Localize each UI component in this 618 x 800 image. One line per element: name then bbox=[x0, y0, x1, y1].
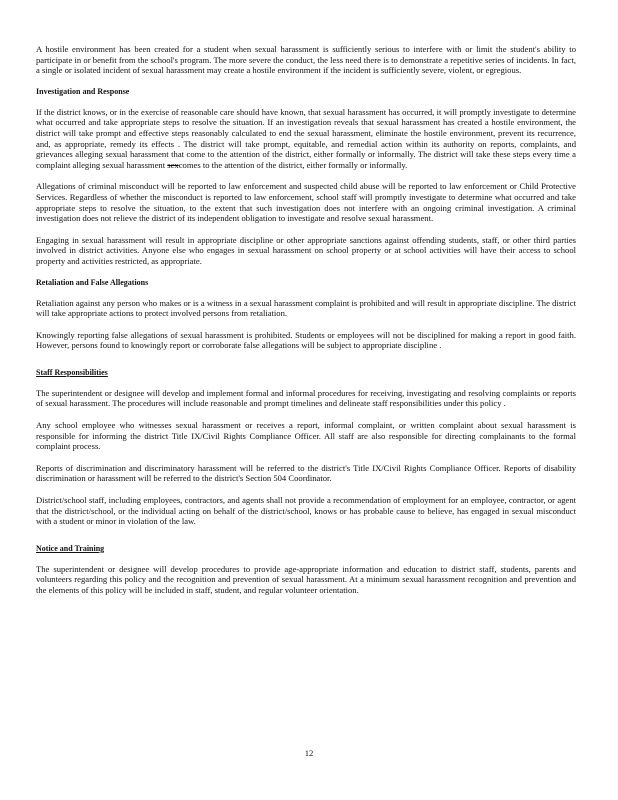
investigation-text: If the district knows, or in the exercise of reasonable care should have known, that sexual harassment has occurred, it will promptly investigate to determine what occurred and take appropriate steps to resolve the situation. If an investigation reveals that sexual harassment has created a hostile environment, the district will take prompt and effective steps reasonably calculated to end the sexual harassment, eliminate the hostile environment, prevent its recurrence, and, as appropriate, remedy its effects . The district will take prompt, equitable, and remedial action within its authority on reports, complaints, and grievances alleging sexual harassment that come to the attention of the district, either formally or informally. The district will take these steps every time a complaint alleging sexual harassment bbox=[36, 106, 576, 170]
heading-retaliation: Retaliation and False Allegations bbox=[36, 277, 149, 287]
page-number: 12 bbox=[304, 748, 314, 758]
staff-paragraph-3: Reports of discrimination and discriminatory harassment will be referred to the district's Title IX/Civil Rights Compliance Officer. Reports of disability discrimination or harassment will be referred to the district's Section 504 Coordinator. bbox=[36, 462, 576, 484]
staff-paragraph-4: District/school staff, including employees, contractors, and agents shall not provide a recommendation of employment for an employee, contractor, or agent that the district/school, or the individual acting on behalf of the district/school, knows or has probable cause to believe, has engaged in sexual misconduct with a student or minor in violation of the law. bbox=[36, 495, 576, 527]
document-page bbox=[36, 44, 576, 607]
staff-paragraph-1: The superintendent or designee will develop and implement formal and informal procedures for receiving, investigating and resolving complaints or reports of sexual harassment. The procedures will include reasonable and prompt timelines and delineate staff responsibilities under this policy . bbox=[36, 387, 576, 409]
retaliation-paragraph-1: Retaliation against any person who makes or is a witness in a sexual harassment complaint is prohibited and will result in appropriate discipline. The district will take appropriate actions to protect involved persons from retaliation. bbox=[36, 297, 576, 319]
investigation-text-end: comes to the attention of the district, either formally or informally. bbox=[178, 159, 408, 170]
struck-text: sex bbox=[167, 159, 179, 170]
hostile-environment-paragraph: A hostile environment has been created for a student when sexual harassment is sufficiently serious to interfere with or limit the student's ability to participate in or benefit from the school's program. The more severe the conduct, the less need there is to demonstrate a repetitive series of incidents. In fact, a single or isolated incident of sexual harassment may create a hostile environment if the incident is sufficiently severe, violent, or egregious. bbox=[36, 44, 576, 76]
retaliation-paragraph-2: Knowingly reporting false allegations of sexual harassment is prohibited. Students or employees will not be disciplined for making a report in good faith. However, persons found to knowingly report or corroborate false allegations will be subject to appropriate discipline . bbox=[36, 329, 576, 351]
investigation-paragraph-1 bbox=[36, 107, 576, 171]
heading-notice-training: Notice and Training bbox=[36, 543, 105, 553]
investigation-paragraph-2: Allegations of criminal misconduct will be reported to law enforcement and suspected child abuse will be reported to law enforcement or Child Protective Services. Regardless of whether the misconduct is reported to law enforcement, school staff will promptly investigate to determine what occurred and take appropriate steps to resolve the situation, to the extent that such investigation does not interfere with an ongoing criminal investigation. A criminal investigation does not relieve the district of its independent obligation to investigate and resolve sexual harassment. bbox=[36, 181, 576, 224]
investigation-paragraph-3: Engaging in sexual harassment will result in appropriate discipline or other appropriate sanctions against offending students, staff, or other third parties involved in district activities. Anyone else who engages in sexual harassment on school property or at school activities will have their access to school property and activities restricted, as appropriate. bbox=[36, 234, 576, 266]
heading-staff-responsibilities: Staff Responsibilities bbox=[36, 367, 108, 377]
staff-paragraph-2: Any school employee who witnesses sexual harassment or receives a report, informal complaint, or written complaint about sexual harassment is responsible for informing the district Title IX/Civil Rights Compliance Officer. All staff are also responsible for directing complainants to the formal complaint process. bbox=[36, 420, 576, 452]
notice-paragraph-1: The superintendent or designee will develop procedures to provide age-appropriate information and education to district staff, students, parents and volunteers regarding this policy and the recognition and prevention of sexual harassment. At a minimum sexual harassment recognition and prevention and the elements of this policy will be included in staff, student, and regular volunteer orientation. bbox=[36, 563, 576, 595]
heading-investigation: Investigation and Response bbox=[36, 86, 130, 96]
